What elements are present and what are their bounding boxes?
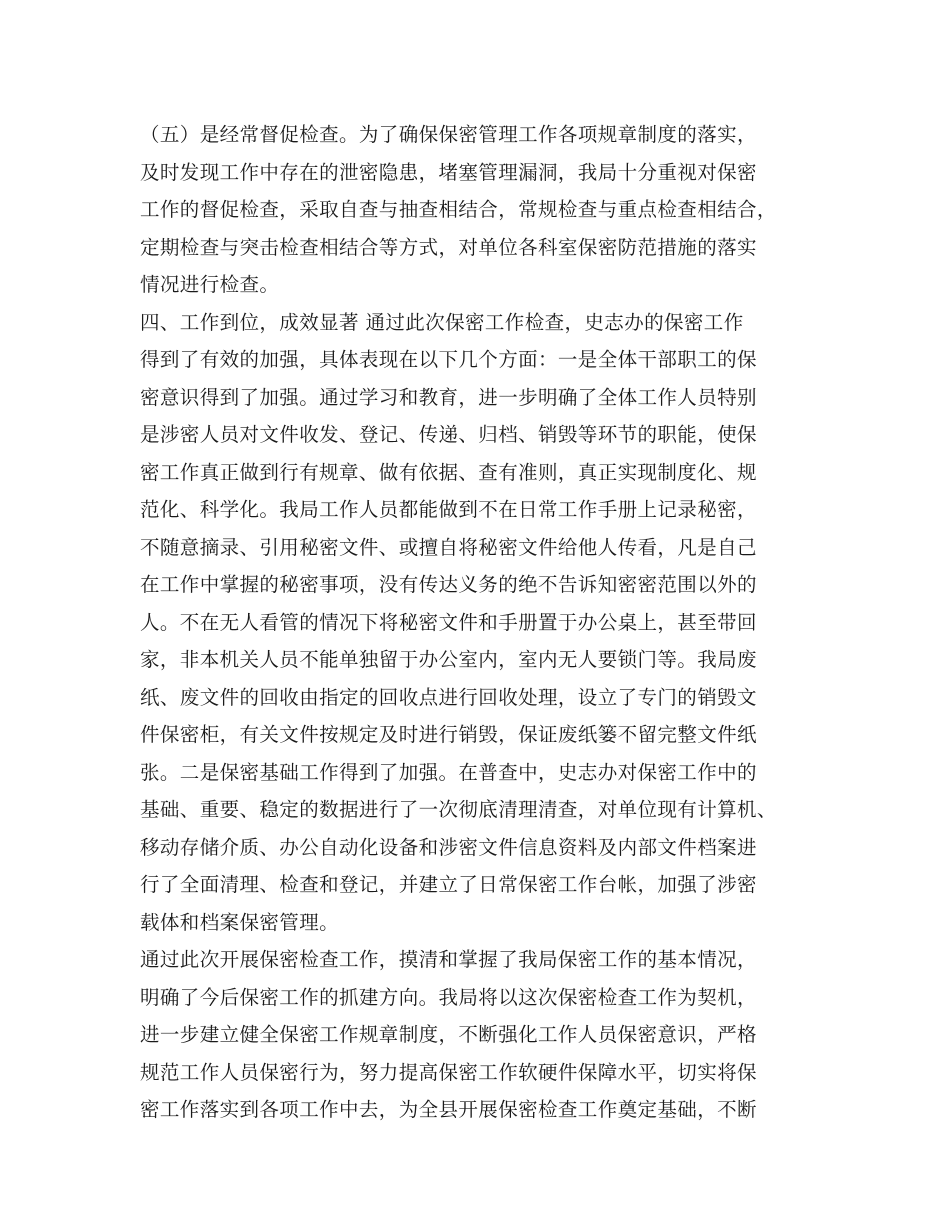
text-line: 纸、废文件的回收由指定的回收点进行回收处理，设立了专门的销毁文 (140, 685, 757, 709)
text-line: 件保密柜，有关文件按规定及时进行销毁，保证废纸篓不留完整文件纸 (140, 723, 757, 746)
text-line: 规范工作人员保密行为，努力提高保密工作软硬件保障水平，切实将保 (140, 1060, 757, 1084)
text-line: 家，非本机关人员不能单独留于办公室内，室内无人要锁门等。我局废 (140, 648, 757, 671)
text-line: 范化、科学化。我局工作人员都能做到不在日常工作手册上记录秘密， (140, 498, 757, 521)
text-line: 密意识得到了加强。通过学习和教育，进一步明确了全体工作人员特别 (140, 385, 757, 409)
text-line: （五）是经常督促检查。为了确保保密管理工作各项规章制度的落实， (140, 123, 757, 146)
text-line: 载体和档案保密管理。 (140, 910, 340, 934)
text-line: 情况进行检查。 (140, 273, 280, 296)
text-line: 密工作真正做到行有规章、做有依据、查有准则，真正实现制度化、规 (140, 460, 757, 484)
text-line: 基础、重要、稳定的数据进行了一次彻底清理清查，对单位现有计算机、 (140, 798, 777, 821)
text-line: 张。二是保密基础工作得到了加强。在普查中，史志办对保密工作中的 (140, 760, 757, 784)
text-line: 定期检查与突击检查相结合等方式，对单位各科室保密防范措施的落实 (140, 235, 757, 259)
text-line: 及时发现工作中存在的泄密隐患，堵塞管理漏洞，我局十分重视对保密 (140, 160, 757, 184)
section-heading-line: 四、工作到位，成效显著 通过此次保密工作检查，史志办的保密工作 (140, 310, 744, 334)
text-line: 行了全面清理、检查和登记，并建立了日常保密工作台帐，加强了涉密 (140, 873, 757, 896)
text-line: 是涉密人员对文件收发、登记、传递、归档、销毁等环节的职能，使保 (140, 423, 757, 446)
text-line: 通过此次开展保密检查工作，摸清和掌握了我局保密工作的基本情况， (140, 948, 757, 971)
text-line: 在工作中掌握的秘密事项，没有传达义务的绝不告诉知密密范围以外的 (140, 573, 757, 596)
text-line: 移动存储介质、办公自动化设备和涉密文件信息资料及内部文件档案进 (140, 835, 757, 859)
text-line: 人。不在无人看管的情况下将秘密文件和手册置于办公桌上，甚至带回 (140, 610, 757, 634)
text-line: 进一步建立健全保密工作规章制度，不断强化工作人员保密意识，严格 (140, 1023, 757, 1046)
text-line: 密工作落实到各项工作中去，为全县开展保密检查工作奠定基础，不断 (140, 1098, 757, 1121)
text-line: 明确了今后保密工作的抓建方向。我局将以这次保密检查工作为契机， (140, 985, 757, 1009)
text-line: 工作的督促检查，采取自查与抽查相结合，常规检查与重点检查相结合， (140, 198, 777, 221)
body-text (140, 116, 830, 1129)
text-line: 不随意摘录、引用秘密文件、或擅自将秘密文件给他人传看，凡是自己 (140, 535, 757, 559)
text-line: 得到了有效的加强，具体表现在以下几个方面：一是全体干部职工的保 (140, 348, 757, 371)
